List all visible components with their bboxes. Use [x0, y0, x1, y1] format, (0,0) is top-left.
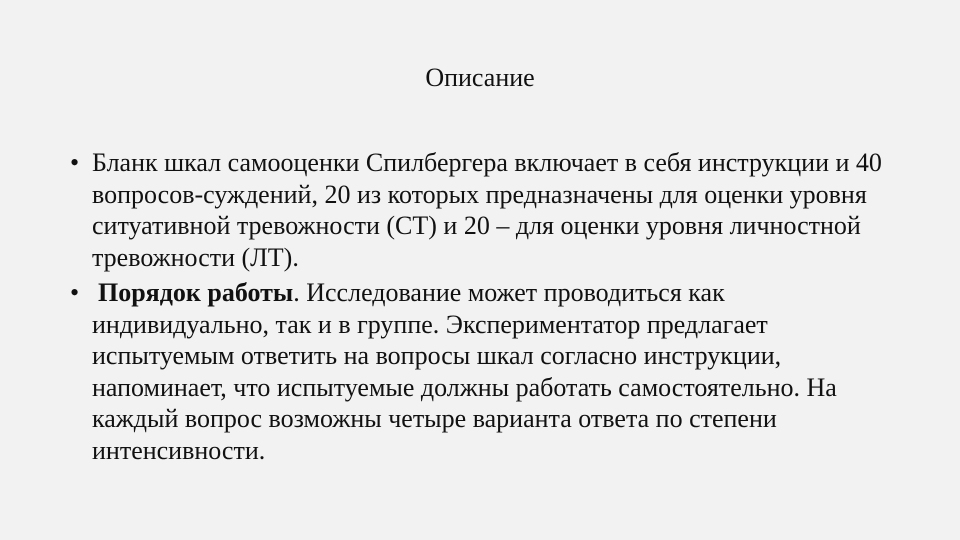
slide-title-text: Описание	[425, 63, 535, 92]
bullet-text: . Исследование может проводиться как индивидуально, так и в группе. Экспериментатор предлагает испытуемым ответить на вопросы шкал согласно инструкции, напоминает, что испытуемые должны работать самостоятельно. На каждый вопрос возможны четыре варианта ответа по степени интенсивности.	[92, 278, 837, 465]
bullet-marker: •	[70, 278, 80, 307]
bullet-item-2	[70, 277, 900, 466]
bullet-bold-lead: Порядок работы	[98, 278, 294, 307]
bullet-text: Бланк шкал самооценки Спилбергера включает в себя инструкции и 40 вопросов-суждений, 20 из которых предназначены для оценки уровня ситуативной тревожности (СТ) и 20 – для оценки уровня личностной тревожности (ЛТ).	[92, 148, 882, 272]
slide-content	[70, 147, 900, 470]
bullet-marker: •	[70, 148, 80, 177]
slide-title	[0, 62, 960, 94]
bullet-item-1	[70, 147, 900, 273]
